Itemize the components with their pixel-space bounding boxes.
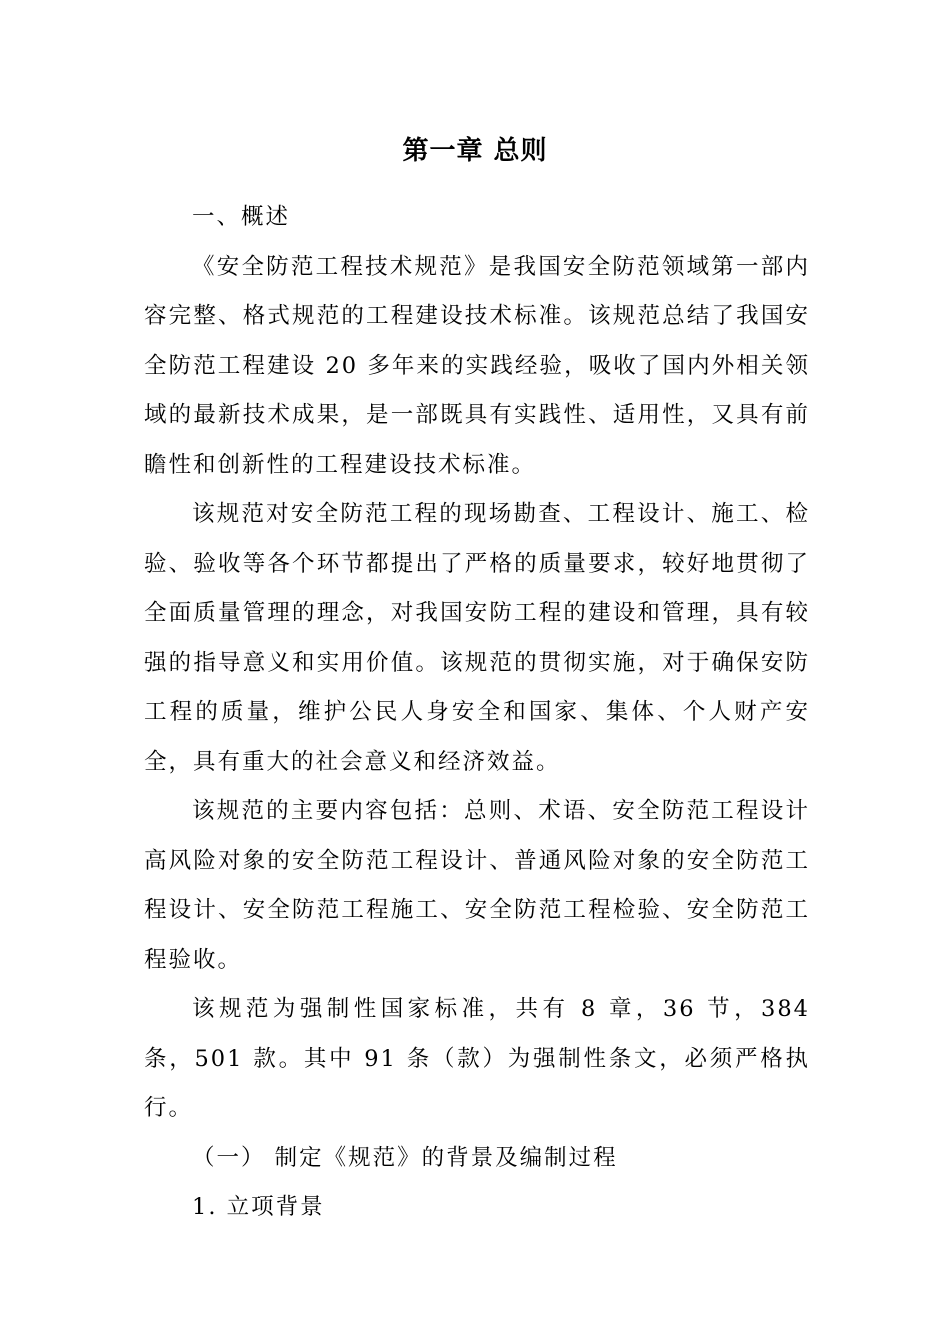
subheading-background: （一） 制定《规范》的背景及编制过程	[192, 1144, 618, 1171]
chapter-title: 第一章 总则	[402, 136, 548, 166]
subsubheading-project-background: 1. 立项背景	[192, 1194, 325, 1220]
paragraph-main-contents: 该规范的主要内容包括：总则、术语、安全防范工程设计高风险对象的安全防范工程设计、普通风险对象的安全防范工程设计、安全防范工程施工、安全防范工程检验、安全防范工程验收。	[144, 798, 810, 973]
document-body	[144, 193, 810, 1233]
section-heading: 一、概述	[192, 204, 291, 230]
paragraph-overview: 《安全防范工程技术规范》是我国安全防范领域第一部内容完整、格式规范的工程建设技术标准。该规范总结了我国安全防范工程建设 20 多年来的实践经验，吸收了国内外相关领域的最新技术成果，是一部既具有实践性、适用性，又具有前瞻性和创新性的工程建设技术标准。	[144, 253, 810, 478]
paragraph-quality-requirements: 该规范对安全防范工程的现场勘查、工程设计、施工、检验、验收等各个环节都提出了严格的质量要求，较好地贯彻了全面质量管理的理念，对我国安防工程的建设和管理，具有较强的指导意义和实用价值。该规范的贯彻实施，对于确保安防工程的质量，维护公民人身安全和国家、集体、个人财产安全，具有重大的社会意义和经济效益。	[144, 501, 810, 775]
paragraph-standard-scope: 该规范为强制性国家标准，共有 8 章，36 节，384 条，501 款。其中 91 条（款）为强制性条文，必须严格执行。	[144, 996, 810, 1121]
